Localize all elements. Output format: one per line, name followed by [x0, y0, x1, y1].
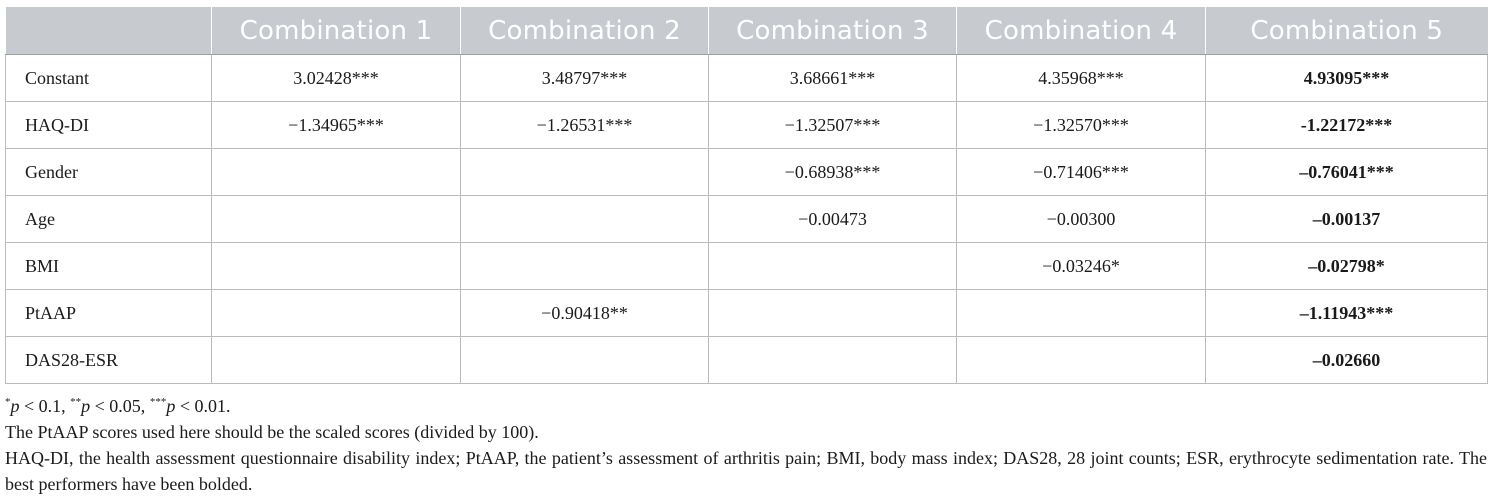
significance-threshold: < 0.05, — [90, 396, 150, 416]
table-cell: −0.00473 — [709, 196, 957, 243]
table-cell: 3.68661*** — [709, 55, 957, 102]
header-cell-blank — [6, 7, 212, 55]
scaling-note: The PtAAP scores used here should be the scaled scores (divided by 100). — [5, 422, 539, 442]
table-cell: −0.00300 — [957, 196, 1206, 243]
header-cell-combination-1: Combination 1 — [212, 7, 461, 55]
table-row-das28-esr — [6, 337, 1488, 384]
table-cell — [212, 337, 461, 384]
best-table-cell: –0.02660 — [1206, 337, 1488, 384]
table-row-haq-di — [6, 102, 1488, 149]
p-variable: p — [10, 396, 20, 416]
best-table-cell: –0.00137 — [1206, 196, 1488, 243]
row-label: Gender — [6, 149, 212, 196]
significance-threshold: < 0.1, — [19, 396, 71, 416]
table-cell: 3.02428*** — [212, 55, 461, 102]
table-cell — [709, 337, 957, 384]
table-cell — [212, 196, 461, 243]
table-cell: −0.68938*** — [709, 149, 957, 196]
table-cell: −0.90418** — [461, 290, 709, 337]
significance-note — [5, 389, 1487, 419]
table-cell — [957, 337, 1206, 384]
row-label: Constant — [6, 55, 212, 102]
table-cell: 4.35968*** — [957, 55, 1206, 102]
table-row-age — [6, 196, 1488, 243]
table-row-bmi — [6, 243, 1488, 290]
table-cell: −0.71406*** — [957, 149, 1206, 196]
abbreviations-note: HAQ-DI, the health assessment questionnaire disability index; PtAAP, the patient’s assessment of arthritis pain; BMI, body mass index; DAS28, 28 joint counts; ESR, erythrocyte sedimentation rate. The best performers have been bolded. — [5, 448, 1487, 494]
table-row-gender — [6, 149, 1488, 196]
row-label: DAS28-ESR — [6, 337, 212, 384]
row-label: HAQ-DI — [6, 102, 212, 149]
best-table-cell: –0.02798* — [1206, 243, 1488, 290]
header-cell-combination-3: Combination 3 — [709, 7, 957, 55]
table-cell: −1.32570*** — [957, 102, 1206, 149]
significance-threshold: < 0.01. — [175, 396, 231, 416]
table-row-constant — [6, 55, 1488, 102]
table-cell — [212, 290, 461, 337]
table-cell — [957, 290, 1206, 337]
table-cell — [461, 149, 709, 196]
table-cell — [212, 243, 461, 290]
significance-marker: * — [5, 396, 11, 408]
table-cell: −1.26531*** — [461, 102, 709, 149]
p-variable: p — [166, 396, 176, 416]
table-cell: −0.03246* — [957, 243, 1206, 290]
table-cell: −1.32507*** — [709, 102, 957, 149]
regression-results-table — [5, 7, 1488, 384]
table-cell — [709, 290, 957, 337]
table-cell — [212, 149, 461, 196]
best-table-cell: –0.76041*** — [1206, 149, 1488, 196]
results-table-container — [5, 7, 1487, 384]
row-label: PtAAP — [6, 290, 212, 337]
p-variable: p — [81, 396, 91, 416]
header-cell-combination-2: Combination 2 — [461, 7, 709, 55]
best-table-cell: 4.93095*** — [1206, 55, 1488, 102]
table-cell — [461, 337, 709, 384]
row-label: Age — [6, 196, 212, 243]
table-cell — [461, 196, 709, 243]
table-row-ptaap — [6, 290, 1488, 337]
header-cell-combination-5: Combination 5 — [1206, 7, 1488, 55]
table-cell — [461, 243, 709, 290]
table-header-row — [6, 7, 1488, 55]
best-table-cell: -1.22172*** — [1206, 102, 1488, 149]
table-cell — [709, 243, 957, 290]
best-table-cell: –1.11943*** — [1206, 290, 1488, 337]
significance-marker: ** — [70, 396, 82, 408]
table-cell: 3.48797*** — [461, 55, 709, 102]
table-cell: −1.34965*** — [212, 102, 461, 149]
table-notes — [5, 389, 1487, 497]
significance-marker: *** — [149, 396, 167, 408]
header-cell-combination-4: Combination 4 — [957, 7, 1206, 55]
row-label: BMI — [6, 243, 212, 290]
